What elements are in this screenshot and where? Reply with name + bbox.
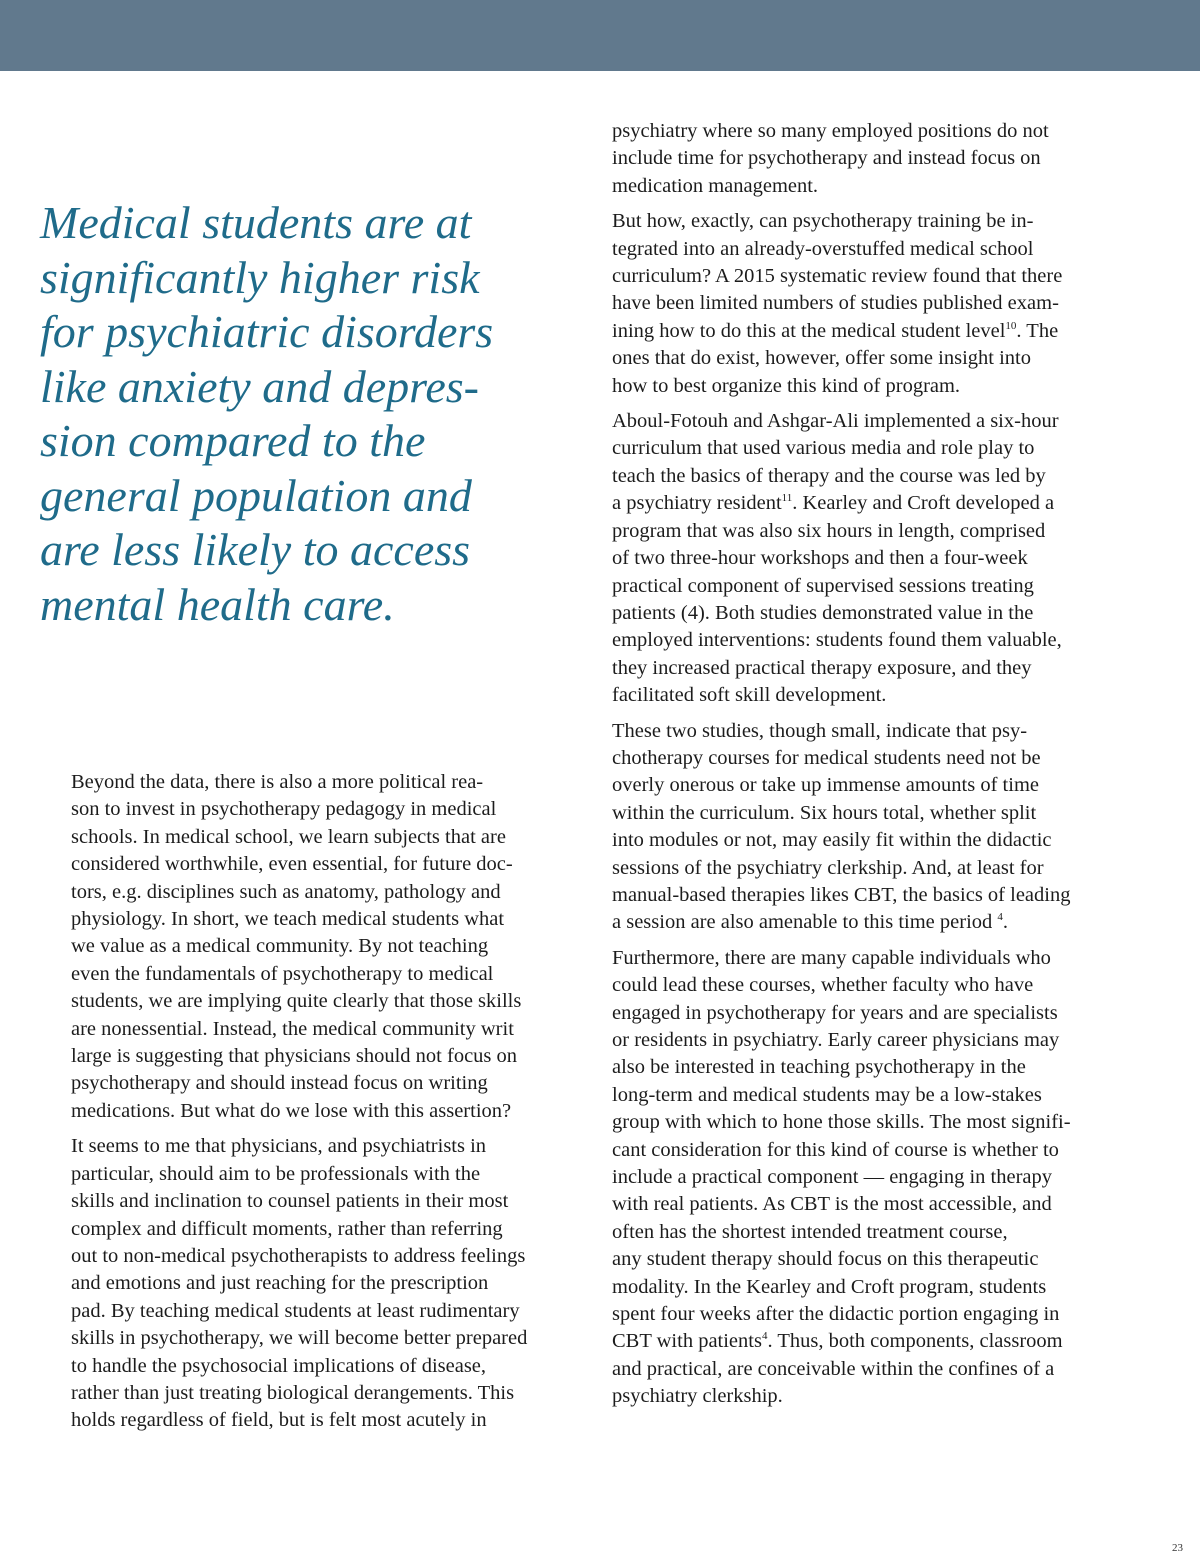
- left-column: [71, 769, 601, 1443]
- footnote-ref-4a: 4: [997, 911, 1003, 924]
- right-paragraph-2-text-a: But how, exactly, can psychotherapy training be in- tegrated into an already-overstuffed medical school curriculum? A 2015 systematic review found that there have been limited numbers of studies published exam- ining how to do this at the medical student level: [612, 210, 1063, 342]
- left-paragraph-2: It seems to me that physicians, and psychiatrists in particular, should aim to be professionals with the skills and inclination to counsel patients in their most complex and difficult moments, rather than referring out to non-medical psychotherapists to address feelings and emotions and just reaching for the prescription pad. By teaching medical students at least rudimentary skills in psychotherapy, we will become better prepared to handle the psychosocial implications of disease, rather than just treating biological derangements. This holds regardless of field, but is felt most acutely in: [71, 1135, 528, 1432]
- right-paragraph-2-text-b: . The ones that do exist, however, offer some insight into how to best organize this kind of program.: [612, 319, 1059, 397]
- right-paragraph-3: [612, 408, 1142, 709]
- footnote-ref-4b: 4: [761, 1330, 768, 1343]
- footnote-ref-10: 10: [1005, 320, 1017, 333]
- right-paragraph-4: [612, 718, 1142, 937]
- right-paragraph-1: [612, 118, 1142, 200]
- right-paragraph-5: [612, 945, 1142, 1411]
- right-paragraph-2: [612, 208, 1142, 400]
- right-paragraph-5-text-a: Furthermore, there are many capable individuals who could lead these courses, whether faculty who have engaged in psychotherapy for years and are specialists or residents in psychiatry. Early career physicians may also be interested in teaching psychotherapy in the long-term and medical students may be a low-stakes group with which to hone those skills. The most signifi- cant consideration for this kind of course is whether to include a practical component — engaging in therapy with real patients. As CBT is the most accessible, and often has the shortest intended treatment course, any student therapy should focus on this therapeutic modality. In the Kearley and Croft program, students spent four weeks after the didactic portion engaging in CBT with patients: [612, 946, 1071, 1353]
- right-paragraph-4-text-b: .: [1002, 911, 1009, 934]
- right-paragraph-1-text: psychiatry where so many employed positions do not include time for psychotherapy and instead focus on medication management.: [612, 120, 1049, 197]
- footnote-ref-11: 11: [781, 492, 793, 505]
- right-paragraph-3-text-a: Aboul-Fotouh and Ashgar-Ali implemented a six-hour curriculum that used various media and role play to teach the basics of therapy and the course was led by a psychiatry resident: [612, 410, 1059, 515]
- right-paragraph-3-text-b: . Kearley and Croft developed a program that was also six hours in length, comprised of two three-hour workshops and then a four-week practical component of supervised sessions treating patients (4). Both studies demonstrated value in the employed interventions: students found them valuable, they increased practical therapy exposure, and they facilitated soft skill development.: [612, 492, 1062, 707]
- right-column: [612, 118, 1142, 1419]
- header-band: [0, 0, 1200, 71]
- right-paragraph-5-text-b: . Thus, both components, classroom and practical, are conceivable within the confines of a psychiatry clerkship.: [612, 1330, 1063, 1408]
- left-paragraph-1: Beyond the data, there is also a more political rea- son to invest in psychotherapy pedagogy in medical schools. In medical school, we learn subjects that are considered worthwhile, even essential, for future doc- tors, e.g. disciplines such as anatomy, pathology and physiology. In short, we teach medical students what we value as a medical community. By not teaching even the fundamentals of psychotherapy to medical students, we are implying quite clearly that those skills are nonessential. Instead, the medical community writ large is suggesting that physicians should not focus on psychotherapy and should instead focus on writing medications. But what do we lose with this assertion?: [71, 771, 522, 1122]
- page-number: 23: [1172, 1542, 1183, 1554]
- right-paragraph-4-text-a: These two studies, though small, indicate that psy- chotherapy courses for medical students need not be overly onerous or take up immense amounts of time within the curriculum. Six hours total, whether split into modules or not, may easily fit within the didactic sessions of the psychiatry clerkship. And, at least for manual-based therapies likes CBT, the basics of leading a session are also amenable to this time period: [612, 719, 1071, 934]
- pull-quote: Medical students are at significantly higher risk for psychiatric disorders like anxiety and depres- sion compared to the general population and are less likely to access mental health care.: [40, 197, 494, 630]
